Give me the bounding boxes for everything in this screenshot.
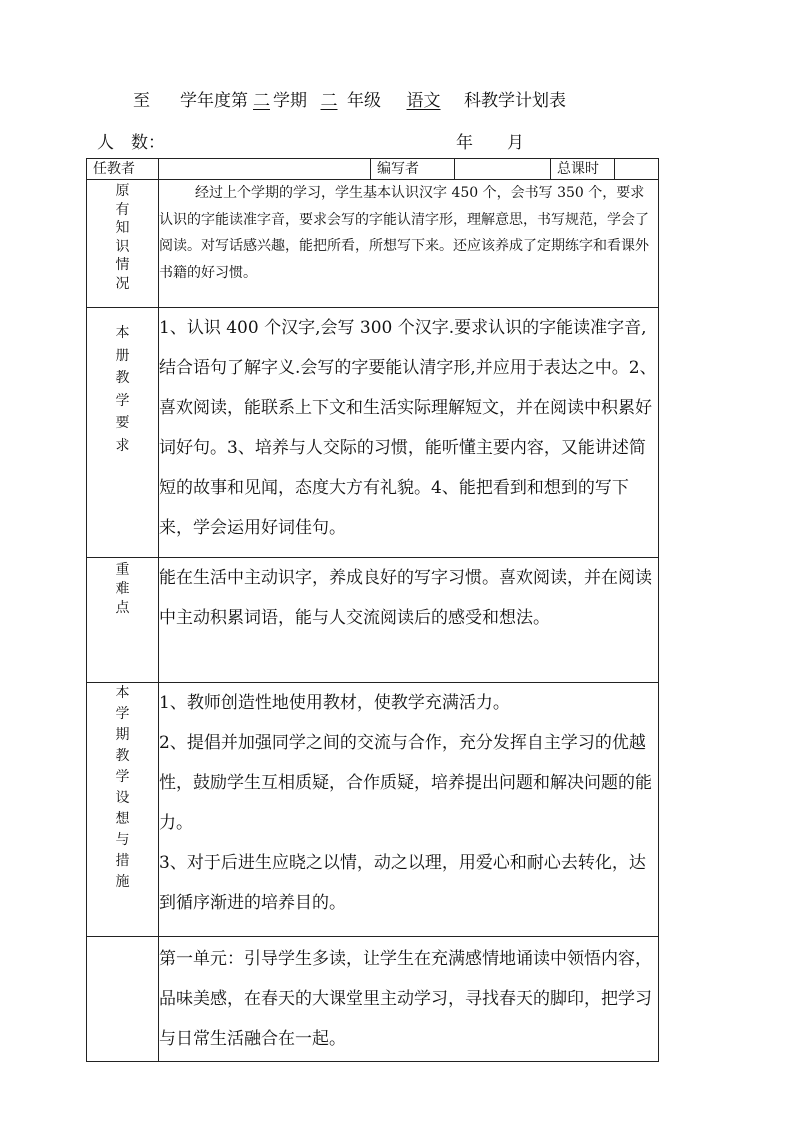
teacher-value bbox=[159, 159, 371, 180]
title-subject: 语文 bbox=[406, 91, 441, 111]
measure-item: 1、教师创造性地使用教材，使教学充满活力。 bbox=[159, 693, 510, 713]
date-label: 年 月 bbox=[456, 133, 524, 153]
hours-label: 总课时 bbox=[551, 159, 615, 180]
document-title bbox=[0, 86, 792, 112]
prior-knowledge-text: 经过上个学期的学习，学生基本认识汉字 450 个，会书写 350 个，要求认识的字能读准字音，要求会写的字能认清字形，理解意思，书写规范，学会了阅读。对写话感兴趣，能把所看，所想写下来。还应该养成了定期练字和看课外书籍的好习惯。 bbox=[159, 180, 659, 308]
requirements-row bbox=[87, 308, 659, 558]
title-part4: 科教学计划表 bbox=[464, 91, 566, 111]
key-points-label: 重 难 点 bbox=[87, 558, 159, 683]
prior-knowledge-label: 原 有 知 识 情 况 bbox=[87, 180, 159, 308]
units-text: 第一单元：引导学生多读，让学生在充满感情地诵读中领悟内容，品味美感，在春天的大课堂里主动学习，寻找春天的脚印，把学习与日常生活融合在一起。 bbox=[159, 937, 659, 1062]
title-part1: 学年度第 bbox=[180, 91, 248, 111]
units-row bbox=[87, 937, 659, 1062]
teacher-label: 任教者 bbox=[87, 159, 159, 180]
plan-table bbox=[86, 158, 659, 1062]
measures-row bbox=[87, 683, 659, 937]
title-grade: 二 bbox=[320, 91, 338, 111]
measure-item: 2、提倡并加强同学之间的交流与合作，充分发挥自主学习的优越性，鼓励学生互相质疑，合作质疑，培养提出问题和解决问题的能力。 bbox=[159, 733, 652, 833]
header-row bbox=[87, 159, 659, 180]
hours-value bbox=[615, 159, 659, 180]
title-zhi: 至 bbox=[133, 91, 150, 111]
writer-value bbox=[455, 159, 551, 180]
measures-label: 本 学 期 教 学 设 想 与 措 施 bbox=[87, 683, 159, 937]
writer-label: 编写者 bbox=[371, 159, 455, 180]
key-points-text: 能在生活中主动识字，养成良好的写字习惯。喜欢阅读，并在阅读中主动积累词语，能与人交流阅读后的感受和想法。 bbox=[159, 558, 659, 683]
units-label bbox=[87, 937, 159, 1062]
people-label: 人 数： bbox=[97, 133, 165, 153]
title-term: 二 bbox=[253, 91, 270, 111]
measures-text bbox=[159, 683, 659, 937]
requirements-text: 1、认识 400 个汉字,会写 300 个汉字.要求认识的字能读准字音,结合语句了解字义.会写的字要能认清字形,并应用于表达之中。2、喜欢阅读，能联系上下文和生活实际理解短文，并在阅读中积累好词好句。3、培养与人交际的习惯，能听懂主要内容，又能讲述简短的故事和见闻，态度大方有礼貌。4、能把看到和想到的写下来，学会运用好词佳句。 bbox=[159, 308, 659, 558]
prior-knowledge-row bbox=[87, 180, 659, 308]
title-part3: 年级 bbox=[347, 91, 381, 111]
title-part2: 学期 bbox=[273, 91, 307, 111]
requirements-label: 本 册 教 学 要 求 bbox=[87, 308, 159, 558]
key-points-row bbox=[87, 558, 659, 683]
measure-item: 3、对于后进生应晓之以情，动之以理，用爱心和耐心去转化，达到循序渐进的培养目的。 bbox=[159, 853, 646, 913]
